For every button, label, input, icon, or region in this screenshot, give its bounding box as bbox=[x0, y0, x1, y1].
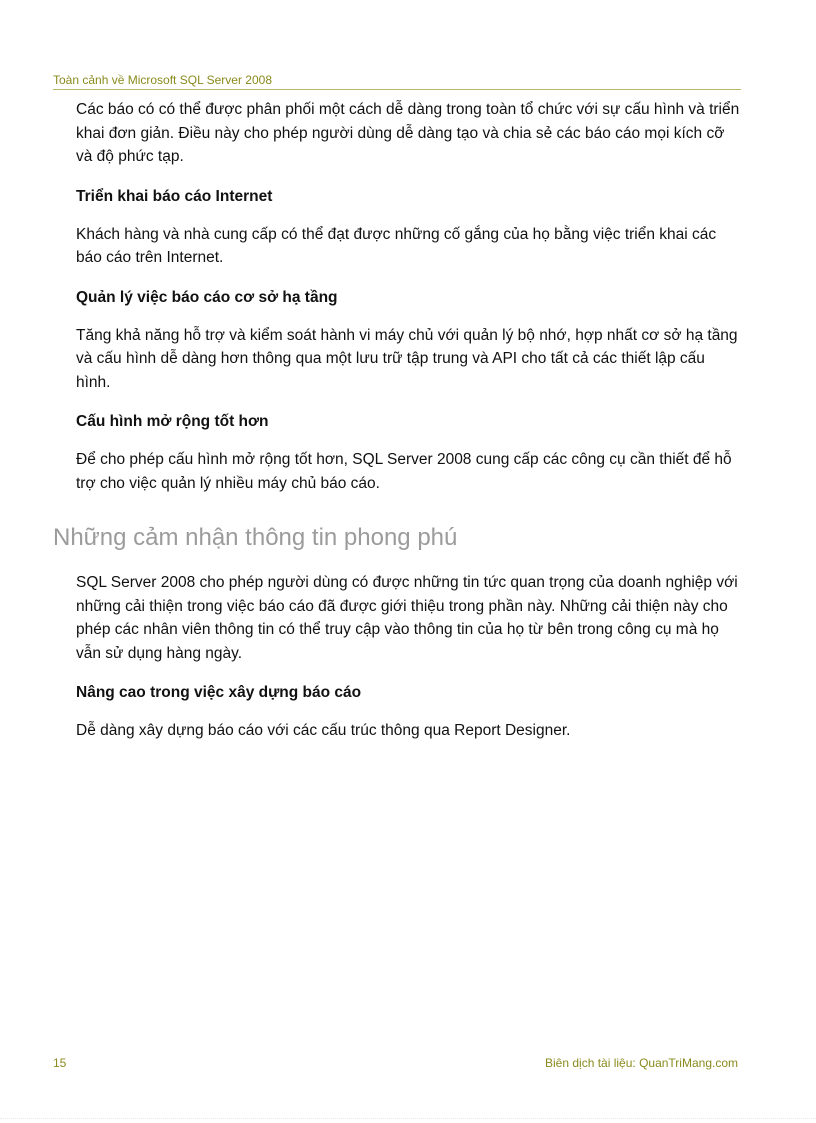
page-number: 15 bbox=[53, 1056, 67, 1070]
heading-infrastructure: Quản lý việc báo cáo cơ sở hạ tầng bbox=[76, 288, 338, 306]
heading-internet-reports: Triển khai báo cáo Internet bbox=[76, 187, 273, 205]
paragraph-scale-out: Để cho phép cấu hình mở rộng tốt hơn, SQL Server 2008 cung cấp các công cụ cần thiết để hỗ trợ cho việc quản lý nhiều máy chủ báo cáo. bbox=[76, 451, 732, 492]
bottom-divider bbox=[0, 1118, 816, 1119]
footer-credit: Biên dịch tài liệu: QuanTriMang.com bbox=[545, 1056, 738, 1070]
heading-report-authoring: Nâng cao trong việc xây dựng báo cáo bbox=[76, 684, 362, 701]
section-title: Những cảm nhận thông tin phong phú bbox=[53, 524, 458, 551]
running-header: Toàn cảnh về Microsoft SQL Server 2008 bbox=[53, 73, 272, 87]
heading-scale-out: Cấu hình mở rộng tốt hơn bbox=[76, 413, 269, 430]
paragraph-infrastructure: Tăng khả năng hỗ trợ và kiểm soát hành vi máy chủ với quản lý bộ nhớ, hợp nhất cơ sở hạ tầng và cấu hình dễ dàng hơn thông qua một lưu trữ tập trung và API cho tất cả các thiết lập cấu hình. bbox=[76, 326, 738, 391]
main-content bbox=[76, 98, 740, 495]
section-content bbox=[76, 571, 740, 743]
paragraph-report-authoring: Dễ dàng xây dựng báo cáo với các cấu trúc thông qua Report Designer. bbox=[76, 722, 571, 739]
header-rule bbox=[53, 89, 741, 90]
paragraph-distribution: Các báo có có thể được phân phối một cách dễ dàng trong toàn tổ chức với sự cấu hình và triển khai đơn giản. Điều này cho phép người dùng dễ dàng tạo và chia sẻ các báo cáo mọi kích cỡ và độ phức tạp. bbox=[76, 101, 740, 165]
paragraph-insights: SQL Server 2008 cho phép người dùng có được những tin tức quan trọng của doanh nghiệp với những cải thiện trong việc báo cáo đã được giới thiệu trong phần này. Những cải thiện này cho phép các nhân viên thông tin có thể truy cập vào thông tin của họ từ bên trong công cụ mà họ vẫn sử dụng hàng ngày. bbox=[76, 574, 738, 662]
paragraph-internet-reports: Khách hàng và nhà cung cấp có thể đạt được những cố gắng của họ bằng việc triển khai các báo cáo trên Internet. bbox=[76, 225, 717, 266]
